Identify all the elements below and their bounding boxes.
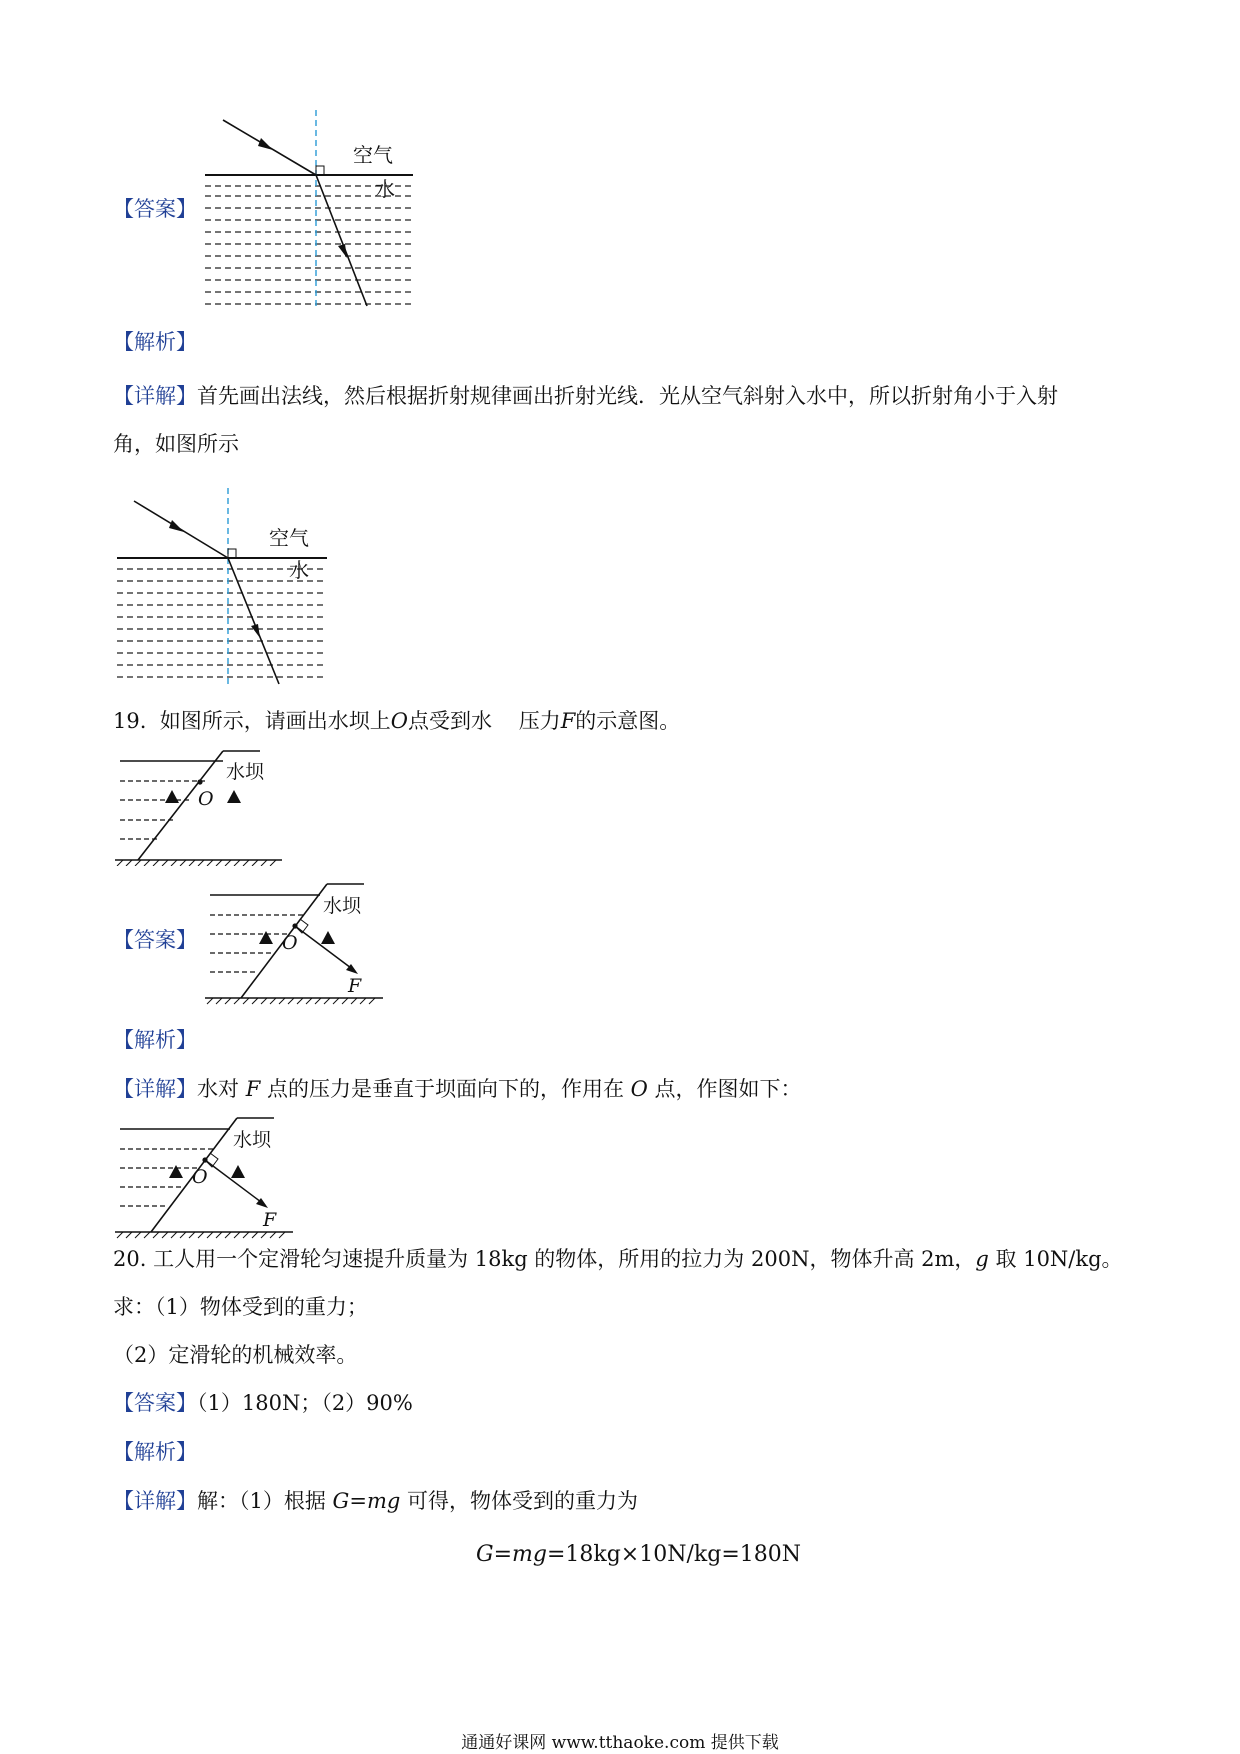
- label-water: 水: [289, 558, 309, 582]
- answer-tag: 【答案】: [113, 928, 197, 952]
- q20-question-line1: 20. 工人用一个定滑轮匀速提升质量为 18kg 的物体，所用的拉力为 200N，物体升高 2m，g 取 10N/kg。: [113, 1247, 1123, 1271]
- answer-tag: 【答案】: [113, 1391, 197, 1415]
- label-o: O: [198, 788, 214, 810]
- analysis-tag: 【解析】: [113, 330, 197, 354]
- page-footer: 通通好课网 www.tthaoke.com 提供下载: [461, 1733, 779, 1753]
- triangle-left: [165, 790, 179, 803]
- triangle-left: [259, 931, 273, 944]
- ground-hatch: [117, 860, 276, 866]
- q20-answer: 【答案】（1）180N；（2）90%: [113, 1391, 413, 1415]
- label-o: O: [192, 1166, 208, 1188]
- force-line: [205, 1160, 265, 1205]
- refracted-ray: [228, 558, 279, 684]
- refraction-figure-detail: [107, 485, 337, 687]
- q20-question-line3: （2）定滑轮的机械效率。: [113, 1343, 358, 1367]
- analysis-tag: 【解析】: [113, 1440, 197, 1464]
- answer-tag: 【答案】: [113, 197, 197, 221]
- label-f: F: [263, 1209, 277, 1231]
- label-o: O: [282, 932, 298, 954]
- q20-question-line2: 求：（1）物体受到的重力；: [113, 1295, 368, 1319]
- label-dam: 水坝: [323, 895, 362, 917]
- right-angle-mark: [316, 166, 324, 175]
- water-dashes: [117, 569, 327, 677]
- label-dam: 水坝: [226, 761, 265, 783]
- label-water: 水: [375, 177, 395, 201]
- detail-tag: 【详解】: [113, 1077, 197, 1101]
- ground-hatch: [207, 998, 375, 1004]
- point-o: [197, 779, 202, 784]
- label-air: 空气: [269, 526, 309, 550]
- label-dam: 水坝: [233, 1129, 272, 1151]
- detail-tag: 【详解】: [113, 384, 197, 408]
- dam-figure-question: [110, 748, 290, 866]
- q20-detail: 【详解】解：（1）根据 G=mg 可得，物体受到的重力为: [113, 1489, 638, 1513]
- dam-figure-detail: [110, 1112, 310, 1246]
- q19-question: 19. 如图所示，请画出水坝上O点受到水 压力F的示意图。: [113, 709, 681, 733]
- refraction-figure-answer: [195, 100, 425, 312]
- label-f: F: [348, 975, 362, 997]
- triangle-right: [321, 931, 335, 944]
- triangle-left: [169, 1165, 183, 1178]
- triangle-right: [227, 790, 241, 803]
- analysis-tag: 【解析】: [113, 1028, 197, 1052]
- right-angle-mark: [228, 549, 236, 558]
- triangle-right: [231, 1165, 245, 1178]
- incident-arrow: [258, 138, 273, 150]
- q18-detail-line1: 【详解】首先画出法线，然后根据折射规律画出折射光线．光从空气斜射入水中，所以折射角小于入射: [113, 384, 1058, 408]
- incident-arrow: [169, 520, 184, 532]
- ground-hatch: [117, 1232, 285, 1238]
- q20-equation: G=mg=18kg×10N/kg=180N: [476, 1542, 801, 1567]
- force-line: [295, 926, 355, 971]
- detail-tag: 【详解】: [113, 1489, 197, 1513]
- q18-detail-line2: 角，如图所示: [113, 432, 239, 456]
- label-air: 空气: [353, 143, 393, 167]
- refracted-ray: [316, 175, 367, 306]
- refracted-arrow: [251, 624, 260, 638]
- dam-figure-answer: [200, 868, 400, 1010]
- water-dashes: [205, 186, 413, 304]
- q19-detail: 【详解】水对 F 点的压力是垂直于坝面向下的，作用在 O 点，作图如下：: [113, 1077, 802, 1101]
